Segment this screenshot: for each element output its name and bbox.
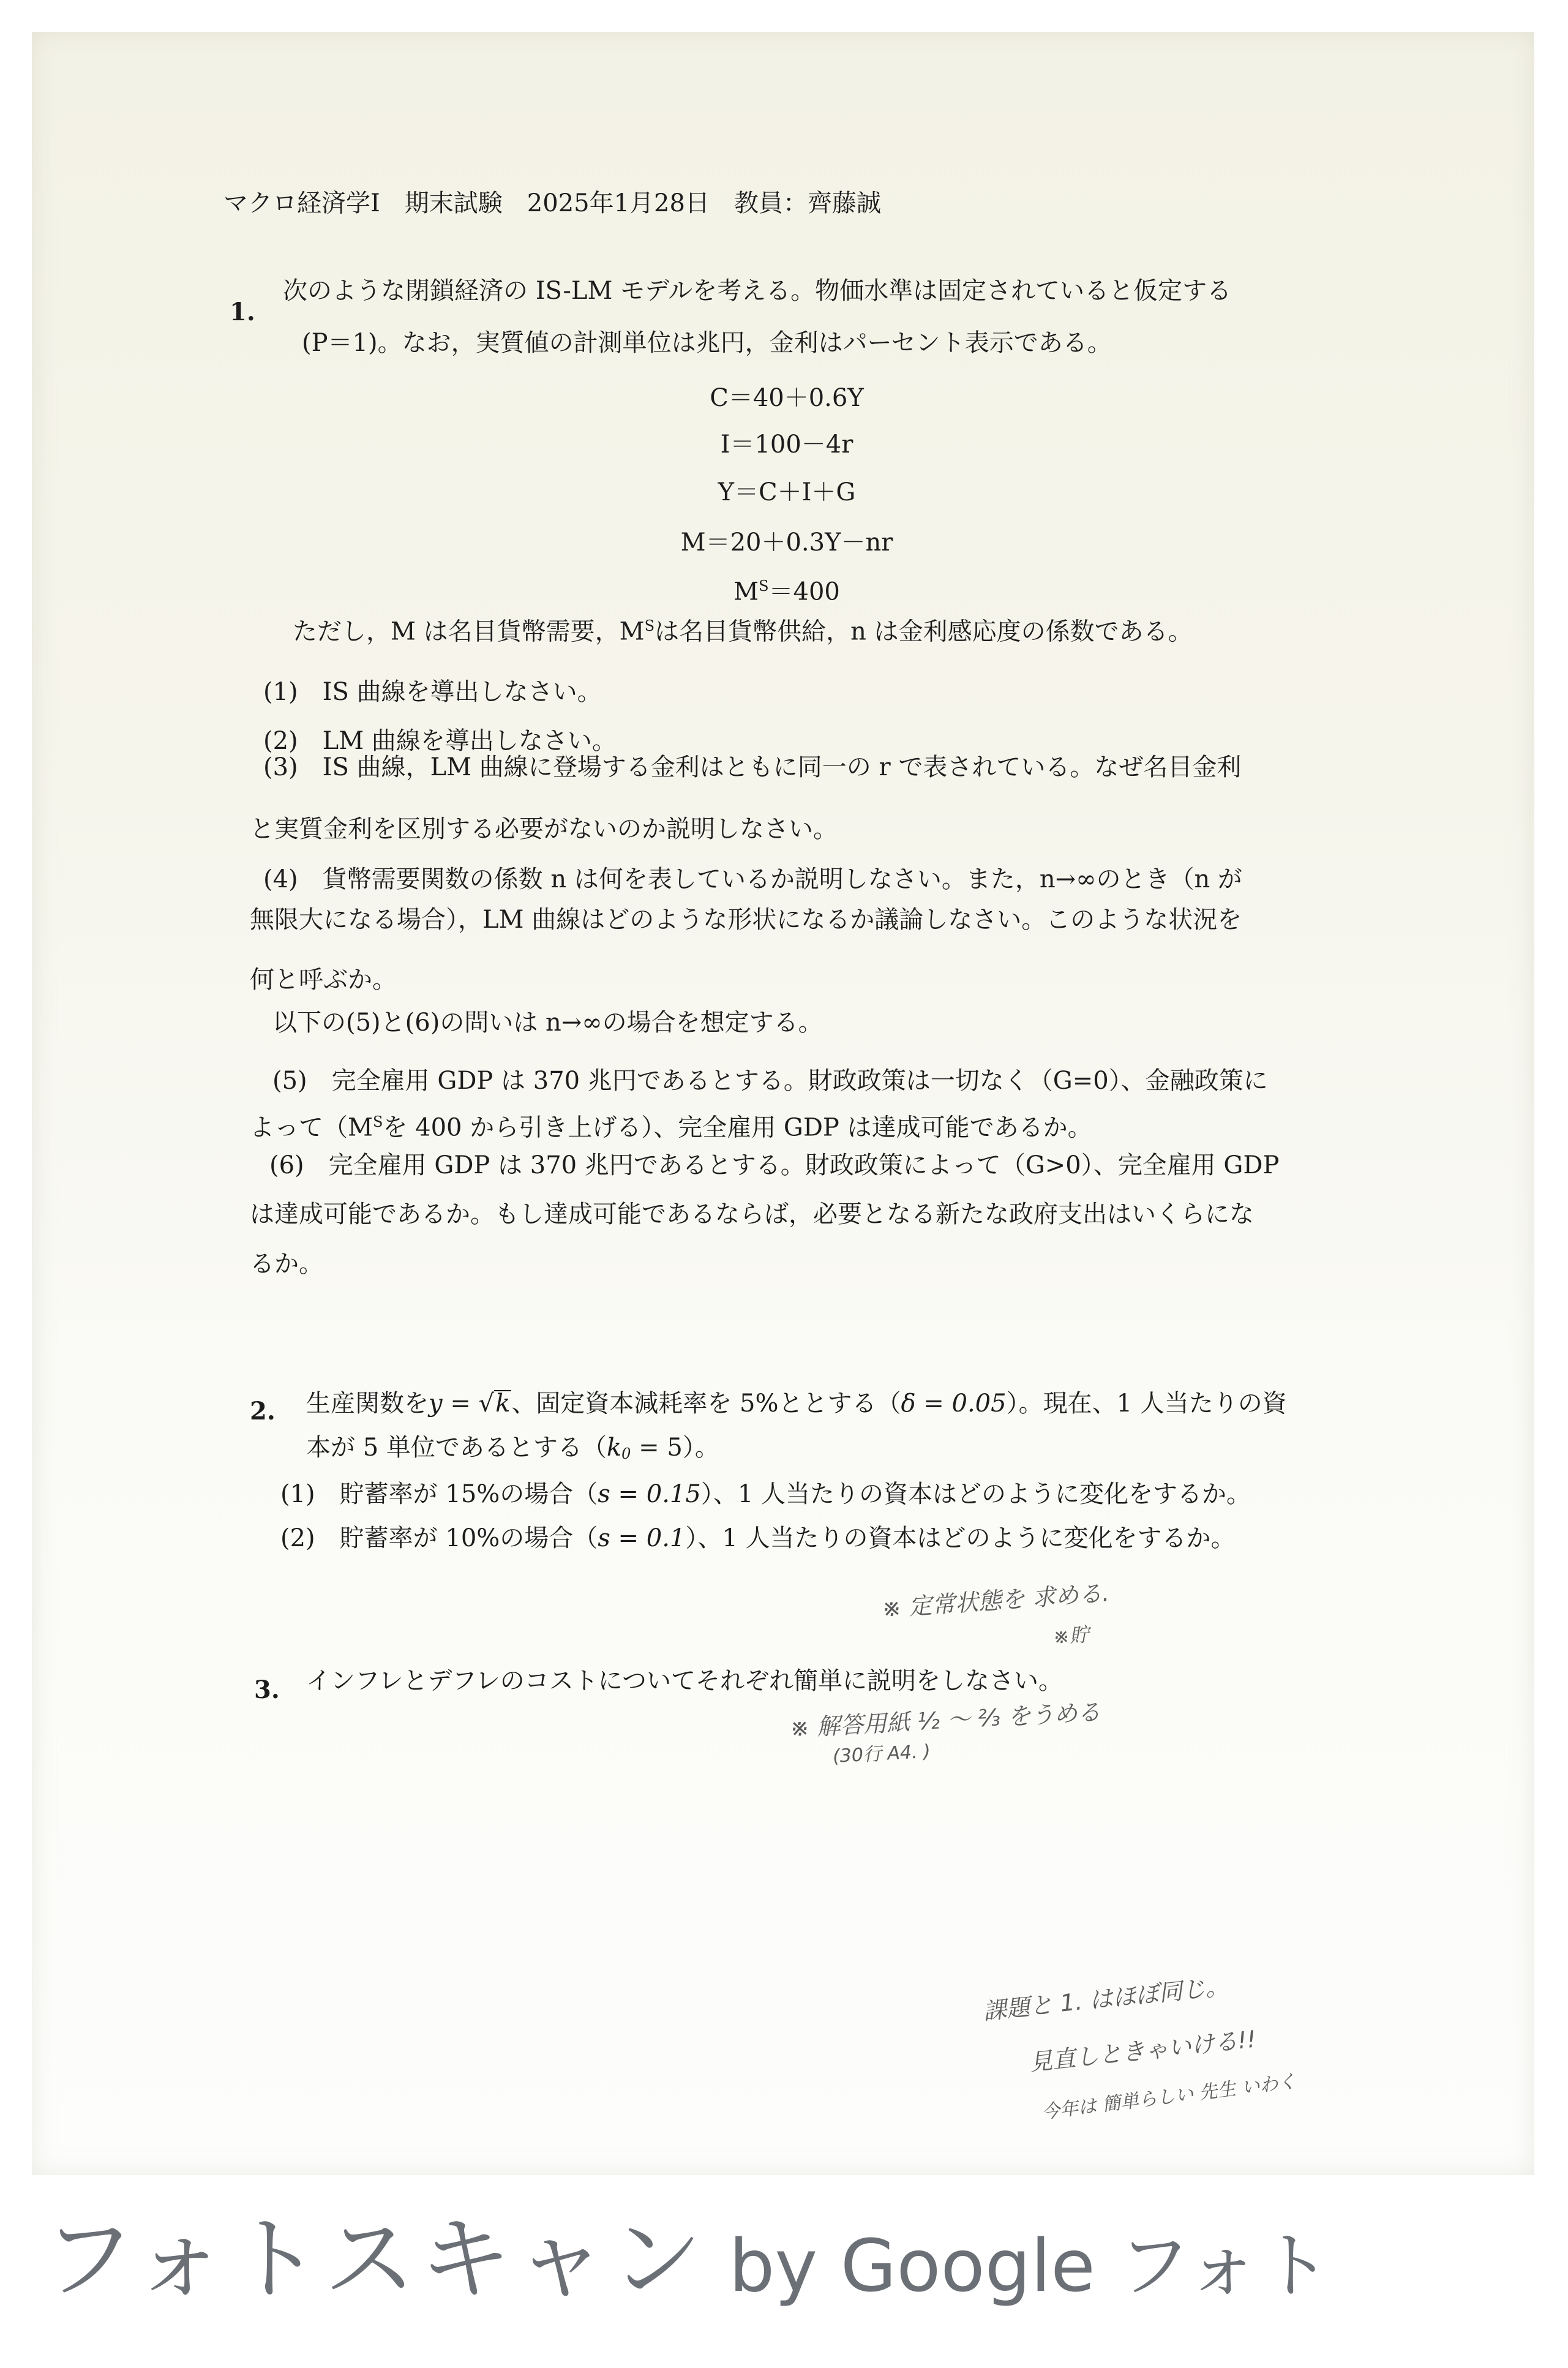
q3-text: インフレとデフレのコストについてそれぞれ簡単に説明をしなさい。 <box>306 1667 1063 1695</box>
q3-number: 3. <box>254 1675 280 1704</box>
equation-money-demand: M＝20＋0.3Y－nr <box>680 528 893 557</box>
q1-part1: (1) IS 曲線を導出しなさい。 <box>263 678 602 706</box>
handwritten-answer-sheet-note: ※ 解答用紙 ½ ～ ⅔ をうめる <box>789 1698 1101 1742</box>
handwritten-savings-note: ※貯 <box>1052 1622 1090 1649</box>
q1-part6-line1: (6) 完全雇用 GDP は 370 兆円であるとする。財政政策によって（G>0）、完全雇用 GDP <box>269 1151 1280 1179</box>
q2-part2: (2) 貯蓄率が 10%の場合（s = 0.1）、1 人当たりの資本はどのように変化をするか。 <box>280 1524 1236 1552</box>
photoscan-watermark: フォトスキャン by Google フォト <box>43 2206 1332 2313</box>
q1-intro-line1: 次のような閉鎖経済の IS-LM モデルを考える。物価水準は固定されていると仮定する <box>283 277 1232 305</box>
q1-note: ただし，M は名目貨幣需要，$M^S$は名目貨幣供給，n は金利感応度の係数である。 <box>293 617 1193 646</box>
q1-part3-line2: と実質金利を区別する必要がないのか説明しなさい。 <box>250 815 838 843</box>
equation-money-supply: $M^S=400$ <box>733 577 840 606</box>
equation-income: Y＝C＋I＋G <box>718 478 856 506</box>
q1-assumption: 以下の(5)と(6)の問いは n→∞の場合を想定する。 <box>272 1009 823 1037</box>
q2-line2: 本が 5 単位であるとする$(k_0 = 5)$。 <box>306 1434 719 1462</box>
q1-part5-line2: よって（$M^S$を 400 から引き上げる）、完全雇用 GDP は達成可能であるか。 <box>250 1113 1092 1142</box>
q1-part6-line3: るか。 <box>250 1250 323 1278</box>
q2-part1: (1) 貯蓄率が 15%の場合（s = 0.15）、1 人当たりの資本はどのように変化をするか。 <box>280 1480 1251 1508</box>
equation-investment: I＝100－4r <box>720 430 853 459</box>
exam-header: マクロ経済学Ⅰ 期末試験 2025年1月28日 教員：齊藤誠 <box>223 189 881 217</box>
q1-part2: (2) LM 曲線を導出しなさい。 <box>263 727 617 755</box>
handwritten-steady-state-note: ※ 定常状態を 求める. <box>880 1579 1111 1622</box>
q1-part3-line1: (3) IS 曲線，LM 曲線に登場する金利はともに同一の r で表されている。なぜ名目金利 <box>263 753 1242 781</box>
q1-part6-line2: は達成可能であるか。もし達成可能であるならば，必要となる新たな政府支出はいくらにな <box>250 1200 1254 1228</box>
q1-part4-line2: 無限大になる場合），LM 曲線はどのような形状になるか議論しなさい。このような状況を <box>250 906 1242 934</box>
q1-intro-line2: (P＝1)。なお，実質値の計測単位は兆円，金利はパーセント表示である。 <box>302 329 1112 357</box>
q1-part4-line1: (4) 貨幣需要関数の係数 n は何を表しているか説明しなさい。また，n→∞のとき（n が <box>263 865 1242 893</box>
handwritten-assignment-note: 課題と 1. はほぼ同じ。 <box>981 1972 1230 2025</box>
q1-number: 1. <box>230 298 255 326</box>
handwritten-a4-note: (30行 A4. ) <box>832 1740 931 1768</box>
handwritten-review-note: 見直しときゃいける!! <box>1027 2025 1258 2077</box>
q2-line1: 生産関数をy = √k、固定資本減耗率を 5%ととする（δ = 0.05）。現在、1 人当たりの資 <box>306 1389 1287 1418</box>
handwritten-easy-note: 今年は 簡単らしい 先生 いわく <box>1040 2070 1298 2124</box>
q1-part5-line1: (5) 完全雇用 GDP は 370 兆円であるとする。財政政策は一切なく（G=0）、金融政策に <box>272 1067 1268 1095</box>
q1-part4-line3: 何と呼ぶか。 <box>250 966 397 994</box>
equation-consumption: C＝40＋0.6Y <box>710 384 864 412</box>
q2-number: 2. <box>250 1397 276 1426</box>
